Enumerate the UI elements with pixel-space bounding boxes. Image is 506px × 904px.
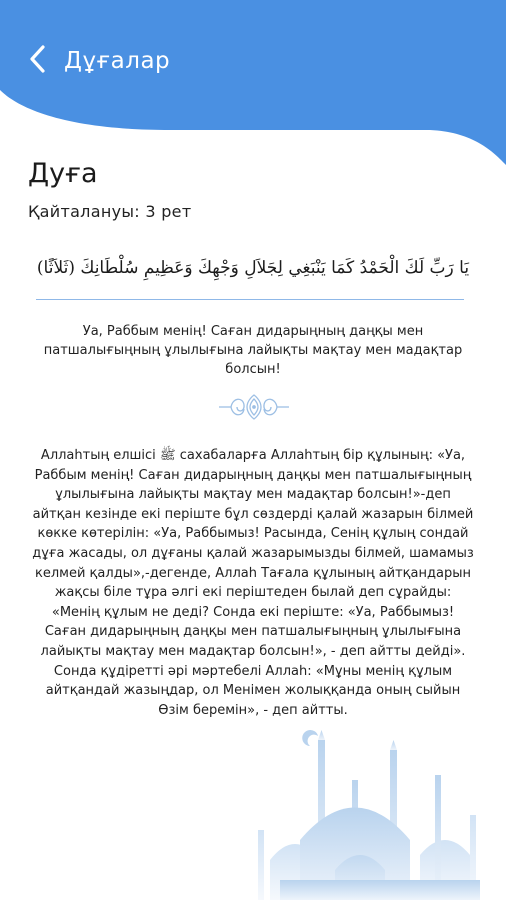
translation-text: Уа, Раббым менің! Саған дидарыңның даңқы мен патшалығыңның ұлылығына лайықты мақтау мен мадақтар болсын! <box>43 324 463 377</box>
back-button[interactable] <box>28 44 52 78</box>
explanation-text: Аллаһтың елшісі ﷺ сахабаларға Аллаһтың бір құлының: «Уа, Раббым менің! Саған дидарыңның даңқы мен патшалығыңның ұлылығына лайықты мақтау мен мадақтар болсын!»-деп айтқан кезінде екі періште бұл сөздерді қалай жазарын білмей көкке көтерілін: «Уа, Раббымыз! Расында, Сенің құлың сондай дұға жасады, ол дұғаны қалай жазарымызды білмей, шамамыз келмей қалды»,-дегенде, Аллаһ Тағала құлының айтқандарын жақсы біле тұра әлгі екі періштеден былай деп сұрайды: «Менің құлым не деді? Сонда екі періште: «Уа, Раббымыз! Саған дидарыңның даңқы мен патшалығыңның ұлылығына лайықты мақтау мен мадақтар болсын!», - деп айтты дейді». Сонда құдіретті әрі мәртебелі Аллаһ: «Мұны менің құлым айтқандай жазыңдар, ол Менімен жолыққанда оның сыйын Өзім беремін», - деп айтты. <box>32 448 474 718</box>
mosque-illustration <box>240 720 506 904</box>
header-title: Дұғалар <box>64 48 171 74</box>
header-wave-background <box>0 0 506 165</box>
ornament-icon <box>217 388 291 430</box>
divider <box>36 299 464 300</box>
app-header <box>0 0 506 165</box>
repetition-count: Қайталануы: 3 рет <box>28 202 192 221</box>
arabic-text: يَا رَبِّ لَكَ الْحَمْدُ كَمَا يَنْبَغِي لِجَلاَلِ وَجْهِكَ وَعَظِيمِ سُلْطَانِكَ (ثَلاَثًا) <box>36 258 470 278</box>
dua-title: Дуға <box>28 158 98 189</box>
